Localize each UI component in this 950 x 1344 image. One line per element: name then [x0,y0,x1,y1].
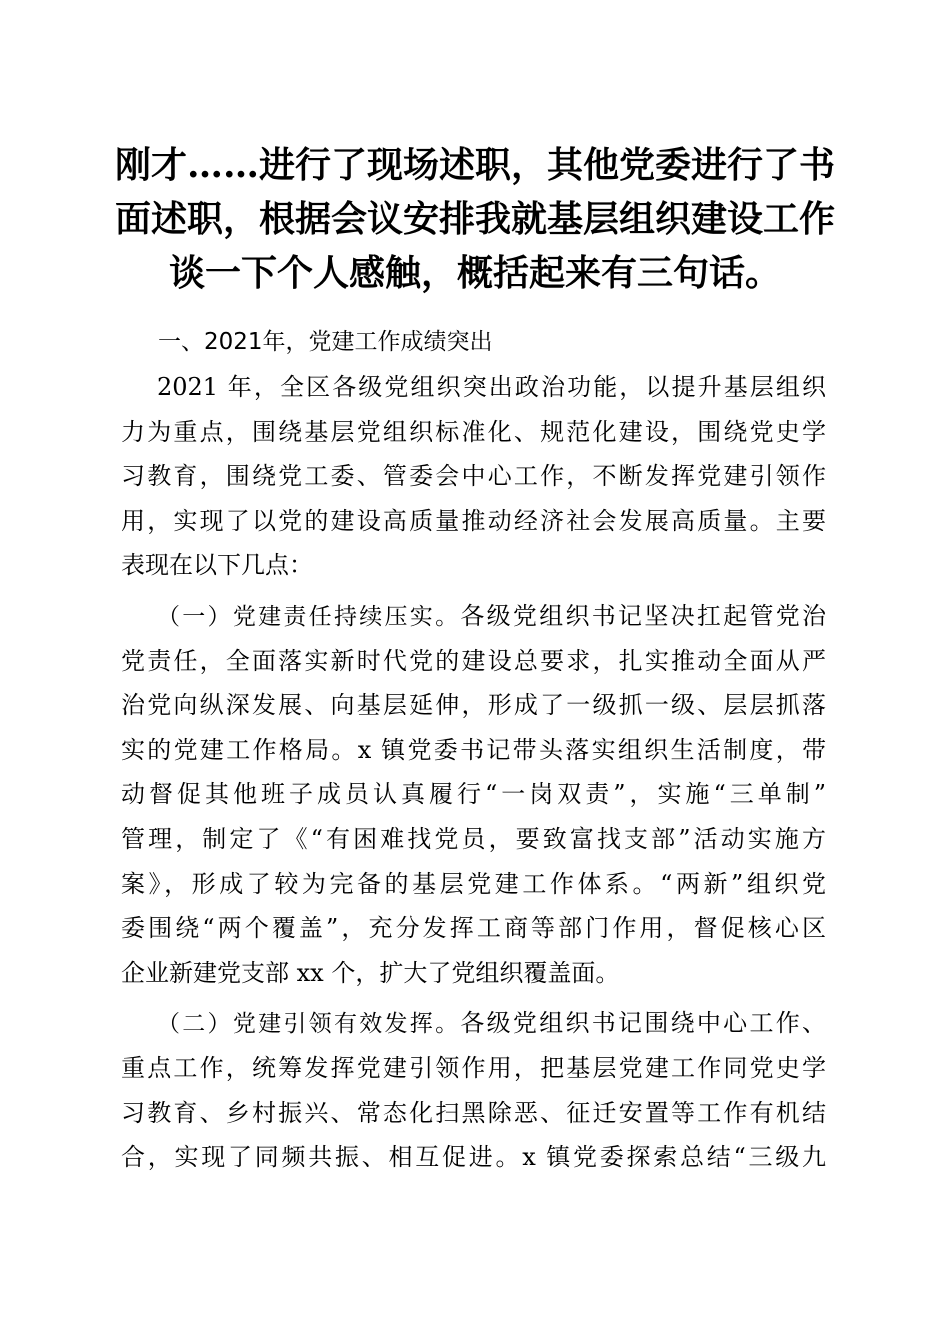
paragraph [121,1001,826,1179]
paragraph-line: 动督促其他班子成员认真履行“一岗双责”，实施“三单制” [121,780,826,809]
paragraph-line: 习教育、乡村振兴、常态化扫黑除恶、征迁安置等工作有机结 [121,1098,826,1127]
paragraph [121,365,826,588]
paragraph-line: 合，实现了同频共振、相互促进。x 镇党委探索总结“三级九 [121,1143,826,1172]
document-body [121,365,826,1186]
paragraph-line: 力为重点，围绕基层党组织标准化、规范化建设，围绕党史学 [121,417,826,446]
document-title [100,138,850,300]
paragraph-line: 管理，制定了《“有困难找党员，要致富找支部”活动实施方 [121,824,826,853]
paragraph-text: 各级党组织书记围绕中心工作、 [460,1009,827,1038]
paragraph-line: 党责任，全面落实新时代党的建设总要求，扎实推动全面从严 [121,646,826,675]
paragraph-line: 2021 年，全区各级党组织突出政治功能，以提升基层组织 [157,373,826,401]
paragraph-subhead: （一）党建责任持续压实。 [157,603,461,630]
paragraph-subhead: （二）党建引领有效发挥。 [157,1011,461,1038]
section-heading: 一、2021年，党建工作成绩突出 [158,329,493,355]
paragraph-line: 企业新建党支部 xx 个，扩大了党组织覆盖面。 [121,958,620,987]
paragraph-line [121,594,826,639]
title-line: 谈一下个人感触，概括起来有三句话。 [168,252,781,294]
paragraph-line [121,1001,826,1046]
paragraph-line: 实的党建工作格局。x 镇党委书记带头落实组织生活制度，带 [121,735,826,764]
paragraph-line: 表现在以下几点： [121,551,313,580]
paragraph-line: 委围绕“两个覆盖”，充分发挥工商等部门作用，督促核心区 [121,914,826,943]
title-line: 面述职，根据会议安排我就基层组织建设工作 [114,198,835,240]
paragraph-line: 习教育，围绕党工委、管委会中心工作，不断发挥党建引领作 [121,462,826,491]
paragraph-line: 重点工作，统筹发挥党建引领作用，把基层党建工作同党史学 [121,1053,826,1082]
paragraph [121,594,826,995]
title-line: 刚才……进行了现场述职，其他党委进行了书 [114,144,835,186]
paragraph-line: 用，实现了以党的建设高质量推动经济社会发展高质量。主要 [121,506,826,535]
paragraph-text: 各级党组织书记坚决扛起管党治 [460,601,827,630]
paragraph-line: 治党向纵深发展、向基层延伸，形成了一级抓一级、层层抓落 [121,691,826,720]
paragraph-line: 案》，形成了较为完备的基层党建工作体系。“两新”组织党 [121,869,826,898]
